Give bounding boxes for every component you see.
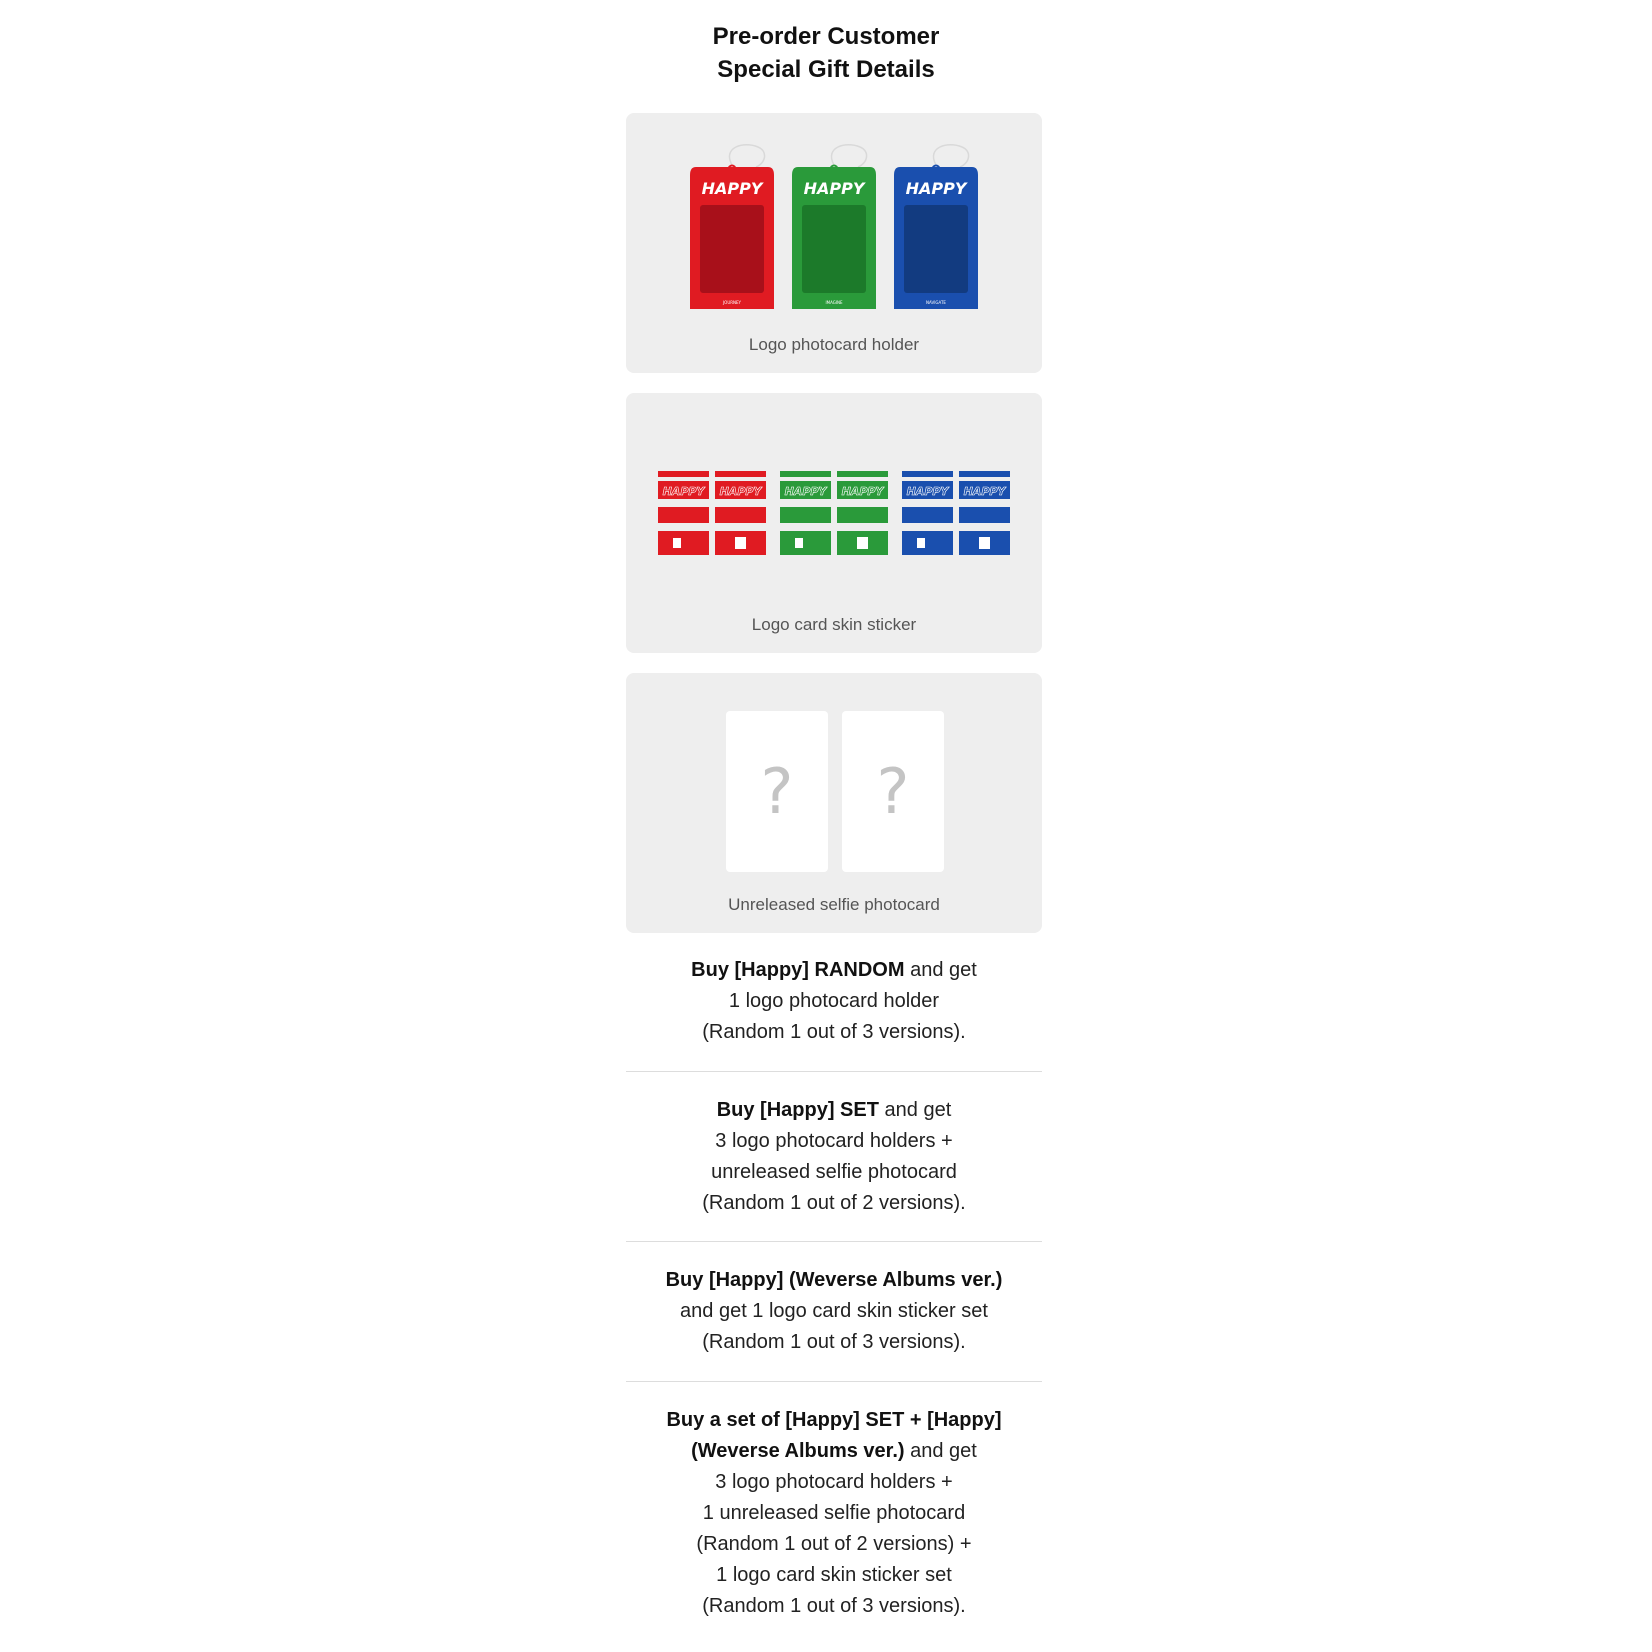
- divider: [626, 1071, 1042, 1072]
- offer-line: (Random 1 out of 2 versions) +: [696, 1533, 972, 1555]
- sticker-logo-text: HAPPY: [784, 485, 827, 498]
- offer-bold-text: Buy [Happy] SET: [716, 1099, 879, 1121]
- offer-bold-text: (Weverse Albums ver.): [691, 1440, 905, 1462]
- offer-line: (Random 1 out of 3 versions).: [702, 1595, 966, 1617]
- offer-text: and get: [904, 1440, 977, 1462]
- divider: [626, 1241, 1042, 1242]
- offer-line: [626, 1436, 1042, 1467]
- sticker-logo-text: HAPPY: [841, 485, 884, 498]
- sticker-set-red: [656, 471, 768, 557]
- offer-bold-text: Buy a set of [Happy] SET + [Happy]: [666, 1409, 1002, 1431]
- holder-logo-text: HAPPY: [803, 179, 865, 198]
- card-skin-sticker-caption: Logo card skin sticker: [751, 615, 917, 634]
- offer-line: [626, 1265, 1042, 1296]
- question-mark-icon: ?: [760, 755, 794, 828]
- offer-line: unreleased selfie photocard: [711, 1161, 957, 1183]
- selfie-photocard-caption: Unreleased selfie photocard: [728, 895, 940, 914]
- selfie-photocard-panel: [626, 673, 1042, 933]
- mystery-photocard-2: [842, 711, 944, 872]
- offer-set: [626, 1095, 1042, 1219]
- title-line-2: Special Gift Details: [717, 56, 935, 83]
- photocard-holder-green: [788, 141, 880, 311]
- offer-bold-text: Buy [Happy] (Weverse Albums ver.): [665, 1269, 1003, 1291]
- holder-tag-text: NAVIGATE: [926, 300, 946, 305]
- offer-line: 1 logo photocard holder: [728, 990, 940, 1012]
- holder-tag-text: IMAGINE: [825, 300, 843, 305]
- divider: [626, 1381, 1042, 1382]
- offer-text: and get: [904, 959, 977, 981]
- sticker-logo-text: HAPPY: [662, 485, 705, 498]
- offer-text: and get: [878, 1099, 952, 1121]
- offer-line: (Random 1 out of 2 versions).: [702, 1192, 966, 1214]
- sticker-logo-text: HAPPY: [963, 485, 1006, 498]
- sticker-set-blue: [900, 471, 1012, 557]
- card-skin-sticker-panel: [626, 393, 1042, 653]
- photocard-holder-caption: Logo photocard holder: [748, 335, 920, 354]
- holder-logo-text: HAPPY: [905, 179, 967, 198]
- offer-line: (Random 1 out of 3 versions).: [702, 1021, 966, 1043]
- photocard-holder-panel: [626, 113, 1042, 373]
- sticker-set-green: [778, 471, 890, 557]
- sticker-logo-text: HAPPY: [719, 485, 762, 498]
- offer-line: [626, 1405, 1042, 1436]
- offer-random: [626, 955, 1042, 1048]
- mystery-photocard-1: [726, 711, 828, 872]
- holder-tag-text: JOURNEY: [723, 300, 741, 305]
- offer-line: 3 logo photocard holders +: [715, 1130, 953, 1152]
- offer-line: 1 unreleased selfie photocard: [702, 1502, 966, 1524]
- offer-weverse: [626, 1265, 1042, 1358]
- offer-line: 3 logo photocard holders +: [715, 1471, 953, 1493]
- photocard-holder-blue: [890, 141, 982, 311]
- question-mark-icon: ?: [876, 755, 910, 828]
- offer-line: [626, 1095, 1042, 1126]
- page-title: [0, 20, 1652, 86]
- offer-line: 1 logo card skin sticker set: [716, 1564, 952, 1586]
- offer-bold-text: Buy [Happy] RANDOM: [691, 959, 905, 981]
- holder-logo-text: HAPPY: [701, 179, 763, 198]
- photocard-holder-red: [686, 141, 778, 311]
- offer-bundle: [626, 1405, 1042, 1622]
- sticker-logo-text: HAPPY: [906, 485, 949, 498]
- offer-line: [626, 955, 1042, 986]
- offer-line: and get 1 logo card skin sticker set: [680, 1300, 988, 1322]
- offer-line: (Random 1 out of 3 versions).: [702, 1331, 966, 1353]
- title-line-1: Pre-order Customer: [712, 23, 940, 50]
